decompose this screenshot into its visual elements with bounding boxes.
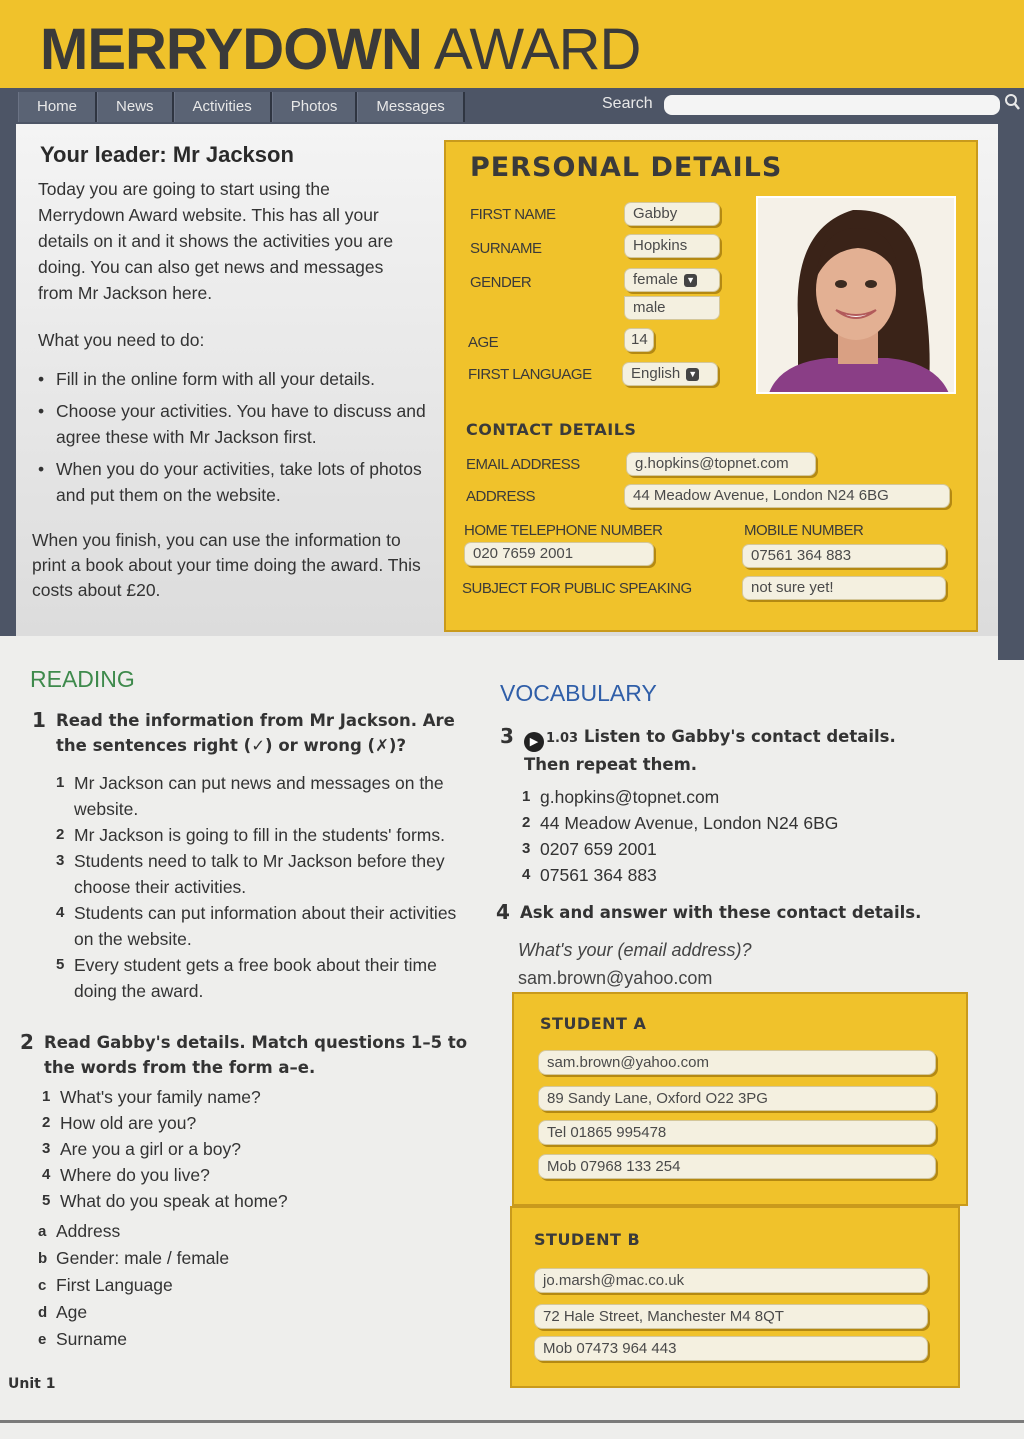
exercise-4 [496, 900, 960, 925]
list-item: 3 Students need to talk to Mr Jackson before they choose their activities. [56, 851, 445, 897]
student-b-email: jo.marsh@mac.co.uk [534, 1268, 928, 1293]
leader-title: Your leader: Mr Jackson [40, 142, 294, 167]
title-bold: MERRYDOWN [40, 17, 422, 82]
audio-track-number: 1.03 [546, 731, 579, 746]
audio-play-icon[interactable]: ▶ [524, 732, 544, 752]
list-item: • Choose your activities. You have to discuss and agree these with Mr Jackson first. [36, 398, 426, 450]
exercise-2-answers [38, 1218, 458, 1353]
exercise-1-items [56, 770, 476, 1004]
page-title [40, 16, 640, 83]
search-input[interactable] [664, 95, 1000, 115]
email-field[interactable]: g.hopkins@topnet.com [626, 452, 816, 476]
vocabulary-heading: VOCABULARY [500, 680, 657, 706]
title-light: AWARD [433, 17, 641, 82]
address-field[interactable]: 44 Meadow Avenue, London N24 6BG [624, 484, 950, 508]
address-label: ADDRESS [466, 488, 536, 505]
list-item: a Address [38, 1221, 121, 1241]
student-a-tel: Tel 01865 995478 [538, 1120, 936, 1145]
list-item: 1 Mr Jackson can put news and messages on the website. [56, 773, 444, 819]
exercise-number: 3 [500, 724, 514, 748]
tab-news[interactable]: News [97, 92, 174, 122]
surname-label: SURNAME [470, 240, 542, 257]
profile-photo [756, 196, 956, 394]
first-name-field[interactable]: Gabby [624, 202, 720, 226]
exercise-number: 2 [20, 1030, 34, 1054]
list-item: • Fill in the online form with all your details. [36, 366, 426, 392]
subject-label: SUBJECT FOR PUBLIC SPEAKING [462, 580, 692, 597]
list-item: 2 Mr Jackson is going to fill in the students' forms. [56, 825, 445, 845]
list-item: 1 g.hopkins@topnet.com [522, 787, 720, 807]
exercise-number: 4 [496, 900, 510, 924]
student-b-title: STUDENT B [534, 1230, 641, 1249]
list-item: c First Language [38, 1275, 173, 1295]
language-select[interactable] [622, 362, 718, 386]
tab-activities[interactable]: Activities [174, 92, 272, 122]
list-item: 4 Students can put information about their activities on the website. [56, 903, 457, 949]
list-item: 3 0207 659 2001 [522, 839, 657, 859]
student-b-mob: Mob 07473 964 443 [534, 1336, 928, 1361]
list-item: 5 Every student gets a free book about their time doing the award. [56, 955, 437, 1001]
tab-messages[interactable]: Messages [357, 92, 464, 122]
exercise-1 [32, 708, 466, 758]
list-item: 4 Where do you live? [42, 1165, 210, 1185]
exercise-2-questions [42, 1084, 462, 1214]
bottom-rule [0, 1420, 1024, 1423]
list-item: e Surname [38, 1329, 128, 1349]
reading-heading: READING [30, 666, 135, 692]
language-selected: English [631, 365, 681, 382]
age-field[interactable]: 14 [624, 328, 654, 352]
list-item: 5 What do you speak at home? [42, 1191, 288, 1211]
student-b-address: 72 Hale Street, Manchester M4 8QT [534, 1304, 928, 1329]
example-question: What's your (email address)? [518, 940, 752, 960]
home-phone-label: HOME TELEPHONE NUMBER [464, 522, 663, 539]
panel-left-border [0, 124, 16, 636]
list-item: 2 How old are you? [42, 1113, 197, 1133]
list-item: 1 What's your family name? [42, 1087, 261, 1107]
exercise-3-items [522, 784, 962, 888]
example-answer: sam.brown@yahoo.com [518, 968, 713, 988]
list-item: b Gender: male / female [38, 1248, 230, 1268]
exercise-instruction: Listen to Gabby's contact details. Then repeat them. [524, 727, 896, 774]
gender-select[interactable] [624, 268, 720, 292]
need-title: What you need to do: [38, 330, 205, 350]
nav-bar [0, 88, 1024, 124]
student-a-email: sam.brown@yahoo.com [538, 1050, 936, 1075]
tab-photos[interactable]: Photos [272, 92, 358, 122]
nav-tabs [18, 92, 465, 122]
chevron-down-icon: ▼ [684, 274, 697, 287]
home-phone-field[interactable]: 020 7659 2001 [464, 542, 654, 566]
student-a-address: 89 Sandy Lane, Oxford O22 3PG [538, 1086, 936, 1111]
email-label: EMAIL ADDRESS [466, 456, 580, 473]
form-title: PERSONAL DETAILS [470, 152, 783, 183]
list-item: d Age [38, 1302, 88, 1322]
student-a-title: STUDENT A [540, 1014, 647, 1033]
mobile-label: MOBILE NUMBER [744, 522, 864, 539]
exercise-instruction: Read Gabby's details. Match questions 1–5 to the words from the form a–e. [44, 1033, 468, 1077]
leader-intro: Today you are going to start using the Merrydown Award website. This has all your details on it and it shows the activities you are doing. You can also get news and messages from Mr Jackson here. [38, 179, 394, 303]
gender-option-male[interactable]: male [624, 296, 720, 320]
page-header [0, 0, 1024, 88]
contact-details-title: CONTACT DETAILS [466, 420, 637, 439]
list-item: 4 07561 364 883 [522, 865, 657, 885]
list-item: • When you do your activities, take lots of photos and put them on the website. [36, 456, 426, 508]
search-icon[interactable] [1004, 93, 1022, 113]
list-item: 2 44 Meadow Avenue, London N24 6BG [522, 813, 839, 833]
subject-field[interactable]: not sure yet! [742, 576, 946, 600]
search-label: Search [602, 95, 653, 112]
exercise-instruction: Read the information from Mr Jackson. Are the sentences right (✓) or wrong (✗)? [56, 711, 455, 755]
mobile-field[interactable]: 07561 364 883 [742, 544, 946, 568]
first-name-label: FIRST NAME [470, 206, 556, 223]
finish-text: When you finish, you can use the information to print a book about your time doing the award. This costs about £20. [32, 530, 421, 600]
panel-right-border [998, 124, 1024, 660]
tab-home[interactable]: Home [18, 92, 97, 122]
student-a-mob: Mob 07968 133 254 [538, 1154, 936, 1179]
age-label: AGE [468, 334, 499, 351]
language-label: FIRST LANGUAGE [468, 366, 592, 383]
chevron-down-icon: ▼ [686, 368, 699, 381]
exercise-3 [500, 724, 944, 777]
surname-field[interactable]: Hopkins [624, 234, 720, 258]
list-item: 3 Are you a girl or a boy? [42, 1139, 241, 1159]
unit-label: Unit 1 [8, 1376, 56, 1392]
need-list [36, 366, 426, 514]
gender-label: GENDER [470, 274, 532, 291]
exercise-instruction: Ask and answer with these contact details. [520, 903, 922, 922]
gender-selected: female [633, 271, 679, 288]
exercise-2 [20, 1030, 474, 1080]
exercise-number: 1 [32, 708, 46, 732]
